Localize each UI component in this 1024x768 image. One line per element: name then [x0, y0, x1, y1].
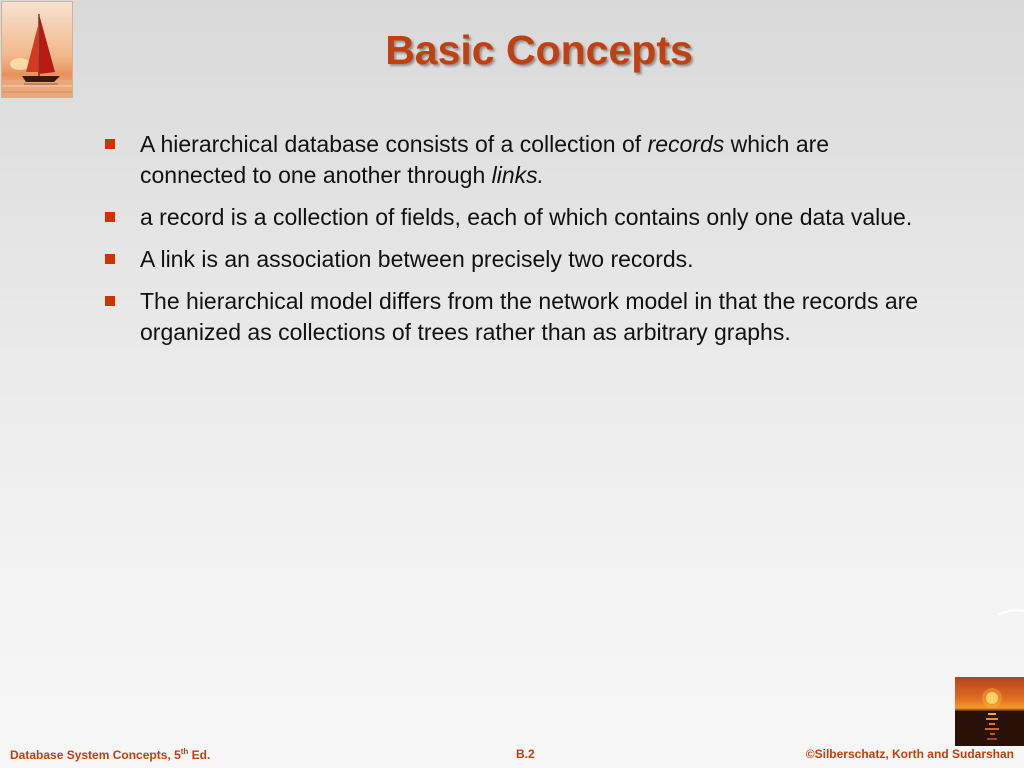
bullet-item: [104, 286, 934, 348]
square-bullet-icon: [105, 296, 115, 306]
bullet-text: a record is a collection of fields, each of which contains only one data value.: [140, 204, 913, 230]
sunset-image: [955, 677, 1024, 746]
bullet-list: [104, 129, 934, 359]
bullet-item: [104, 129, 934, 191]
slide-title: Basic Concepts: [385, 27, 693, 73]
bullet-item: [104, 244, 934, 275]
footer-page-number: B.2: [516, 747, 535, 761]
bullet-item: [104, 202, 934, 233]
bullet-text: A link is an association between precisely two records.: [140, 246, 694, 272]
footer-book-title: Database System Concepts, 5th Ed.: [10, 747, 211, 762]
footer-copyright: ©Silberschatz, Korth and Sudarshan: [805, 747, 1014, 761]
square-bullet-icon: [105, 254, 115, 264]
bullet-text: The hierarchical model differs from the network model in that the records are organized as collections of trees rather than as arbitrary graphs.: [140, 288, 919, 345]
square-bullet-icon: [105, 212, 115, 222]
wave-icon: [998, 604, 1024, 612]
bullet-text: A hierarchical database consists of a collection of records which are connected to one another through links.: [140, 131, 830, 188]
square-bullet-icon: [105, 139, 115, 149]
